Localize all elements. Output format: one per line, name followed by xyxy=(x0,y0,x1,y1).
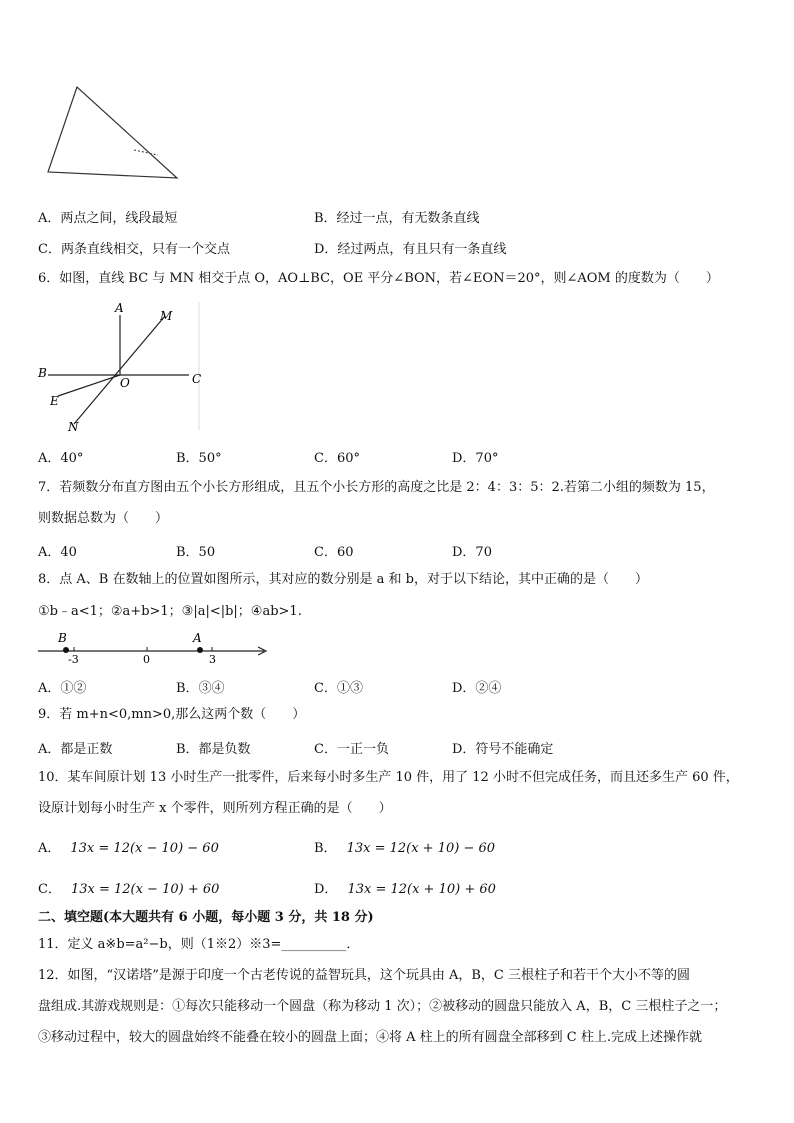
numberline-label-a: A xyxy=(193,631,202,645)
label-a: A xyxy=(115,301,124,315)
q7-stem-line2: 则数据总数为（ ） xyxy=(38,511,169,526)
q9-option-b: B．都是负数 xyxy=(176,742,251,757)
q10-option-c xyxy=(38,878,219,897)
q7-option-b: B．50 xyxy=(176,545,216,560)
q5-option-b: B．经过一点，有无数条直线 xyxy=(314,211,480,226)
q10-stem-line1: 10．某车间原计划 13 小时生产一批零件，后来每小时多生产 10 件，用了 12 小时不但完成任务，而且还多生产 60 件， xyxy=(38,770,739,785)
q6-stem: 6．如图，直线 BC 与 MN 相交于点 O，AO⊥BC，OE 平分∠BON，若∠EON＝20°，则∠AOM 的度数为（ ） xyxy=(38,271,719,286)
q6-option-a: A．40° xyxy=(38,451,84,466)
q10-option-b xyxy=(314,837,495,856)
q10-option-d xyxy=(314,878,496,897)
q6-figure xyxy=(34,300,204,435)
q7-option-c: C．60 xyxy=(314,545,354,560)
q10-stem-line2: 设原计划每小时生产 x 个零件，则所列方程正确的是（ ） xyxy=(38,801,392,816)
q8-option-d: D．②④ xyxy=(452,681,502,696)
q7-stem-line1: 7．若频数分布直方图由五个小长方形组成，且五个小长方形的高度之比是 2：4：3：5：2.若第二小组的频数为 15， xyxy=(38,480,715,495)
q5-option-c: C．两条直线相交，只有一个交点 xyxy=(38,242,230,257)
label-m: M xyxy=(160,309,173,323)
label-c: C xyxy=(192,372,202,386)
q8-option-c: C．①③ xyxy=(314,681,363,696)
q6-option-d: D．70° xyxy=(452,451,499,466)
label-e: E xyxy=(50,394,59,408)
triangle-figure xyxy=(40,82,185,182)
q8-option-a: A．①② xyxy=(38,681,87,696)
q9-option-d: D．符号不能确定 xyxy=(452,742,554,757)
label-o: O xyxy=(120,376,130,390)
q6-option-c: C．60° xyxy=(314,451,360,466)
section-2-heading: 二、填空题(本大题共有 6 小题，每小题 3 分，共 18 分) xyxy=(38,910,374,925)
q10-option-b-equation: 13x = 12(x + 10) − 60 xyxy=(346,841,496,856)
q10-option-a-label: A． xyxy=(38,841,61,856)
label-b: B xyxy=(38,366,47,380)
q8-stem: 8．点 A、B 在数轴上的位置如图所示，其对应的数分别是 a 和 b，对于以下结论，其中正确的是（ ） xyxy=(38,572,648,587)
q5-option-d: D．经过两点，有且只有一条直线 xyxy=(314,242,507,257)
label-n: N xyxy=(68,420,79,434)
q9-option-c: C．一正一负 xyxy=(314,742,389,757)
q11-stem: 11．定义 a※b=a²−b，则（1※2）※3=__________． xyxy=(38,937,360,952)
tick-0: 0 xyxy=(143,653,150,665)
q7-option-d: D．70 xyxy=(452,545,492,560)
tick-neg3: -3 xyxy=(68,653,79,665)
q10-option-b-label: B． xyxy=(314,841,337,856)
q9-option-a: A．都是正数 xyxy=(38,742,113,757)
q10-option-c-label: C． xyxy=(38,882,61,897)
q10-option-a-equation: 13x = 12(x − 10) − 60 xyxy=(70,841,219,856)
q10-option-d-label: D． xyxy=(314,882,338,897)
q10-option-d-equation: 13x = 12(x + 10) + 60 xyxy=(347,882,496,897)
q8-conclusions: ①b﹣a<1；②a+b>1；③|a|<|b|；④ab>1. xyxy=(38,604,302,619)
q5-option-a: A．两点之间，线段最短 xyxy=(38,211,178,226)
q12-line1: 12．如图，“汉诺塔”是源于印度一个古老传说的益智玩具，这个玩具由 A，B，C 三根柱子和若干个大小不等的圆 xyxy=(38,968,690,983)
q6-option-b: B．50° xyxy=(176,451,222,466)
q12-line2: 盘组成.其游戏规则是：①每次只能移动一个圆盘（称为移动 1 次）；②被移动的圆盘只能放入 A，B，C 三根柱子之一； xyxy=(38,999,727,1014)
q10-option-c-equation: 13x = 12(x − 10) + 60 xyxy=(70,882,220,897)
tick-3: 3 xyxy=(209,653,216,665)
q10-option-a xyxy=(38,837,219,856)
q7-option-a: A．40 xyxy=(38,545,77,560)
q8-option-b: B．③④ xyxy=(176,681,225,696)
q12-line3: ③移动过程中，较大的圆盘始终不能叠在较小的圆盘上面；④将 A 柱上的所有圆盘全部移到 C 柱上.完成上述操作就 xyxy=(38,1030,702,1045)
q8-number-line xyxy=(34,630,274,665)
point-a xyxy=(197,647,203,653)
numberline-label-b: B xyxy=(58,631,67,645)
q9-stem: 9．若 m+n<0,mn>0,那么这两个数（ ） xyxy=(38,707,306,722)
